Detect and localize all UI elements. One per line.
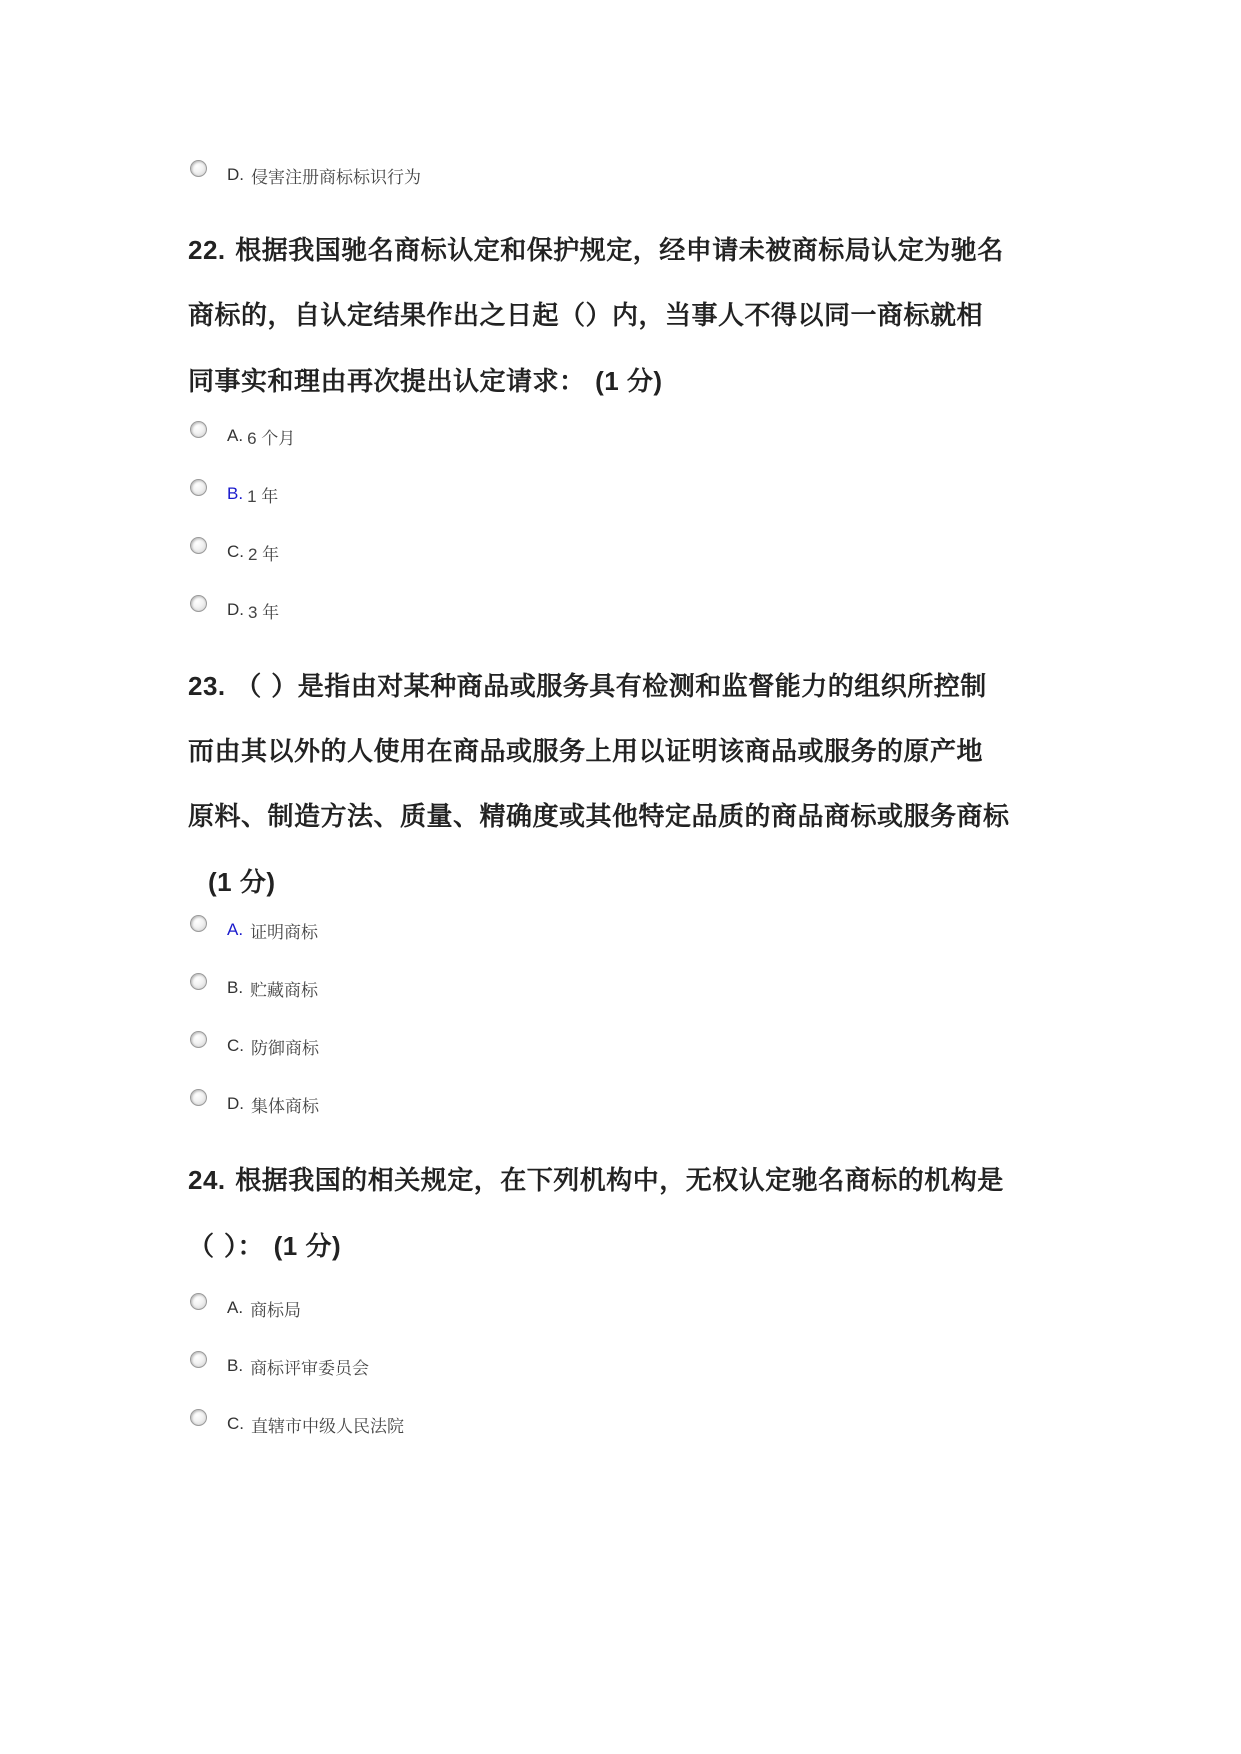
option-text: 商标评审委员会: [250, 1358, 370, 1379]
option-text: 集体商标: [251, 1096, 319, 1117]
question-line: 商标的，自认定结果作出之日起（）内，当事人不得以同一商标就相: [188, 301, 984, 331]
option-letter: C.: [227, 1036, 244, 1055]
radio-button[interactable]: [190, 1293, 207, 1310]
question-score: (1 分): [208, 867, 276, 897]
q24-stem: [188, 1148, 1088, 1280]
radio-button[interactable]: [190, 421, 207, 438]
q22-option-d[interactable]: [190, 595, 279, 625]
option-letter: B.: [227, 1356, 244, 1375]
radio-button[interactable]: [190, 973, 207, 990]
option-text: 2 年: [248, 544, 280, 564]
radio-button[interactable]: [190, 595, 207, 612]
option-text: 6 个月: [247, 428, 296, 448]
question-number: 22.: [188, 235, 226, 265]
option-text: 商标局: [250, 1300, 302, 1321]
q23-option-d[interactable]: [190, 1089, 319, 1119]
q24-option-c[interactable]: [190, 1409, 404, 1439]
question-line: [188, 1214, 1088, 1280]
option-text: 证明商标: [250, 922, 319, 943]
radio-button[interactable]: [190, 1089, 207, 1106]
option-letter: A.: [227, 1298, 244, 1317]
option-letter: B.: [227, 978, 244, 997]
radio-button[interactable]: [190, 479, 207, 496]
question-score: (1 分): [273, 1231, 342, 1261]
radio-button[interactable]: [190, 915, 207, 932]
radio-button[interactable]: [190, 1031, 207, 1048]
q23-option-a[interactable]: [190, 915, 318, 945]
question-text: 根据我国驰名商标认定和保护规定，经申请未被商标局认定为驰名: [235, 236, 1004, 266]
q21-option-d[interactable]: [190, 160, 421, 190]
option-letter: C.: [227, 542, 244, 561]
option-letter: D.: [227, 1094, 244, 1113]
option-text: 贮藏商标: [250, 980, 319, 1001]
radio-button[interactable]: [190, 1351, 207, 1368]
q23-stem: [188, 654, 1088, 915]
question-line: 而由其以外的人使用在商品或服务上用以证明该商品或服务的原产地: [188, 737, 984, 767]
option-letter: C.: [227, 1414, 244, 1433]
question-line: [188, 218, 1088, 284]
question-line: [188, 654, 1088, 720]
question-line: [188, 1148, 1088, 1214]
question-score: (1 分): [595, 366, 663, 396]
q23-option-b[interactable]: [190, 973, 318, 1003]
question-text: （ ）是指由对某种商品或服务具有检测和监督能力的组织所控制: [235, 672, 987, 702]
option-letter: D.: [227, 600, 244, 619]
option-text: 直辖市中级人民法院: [251, 1416, 404, 1437]
question-line: 原料、制造方法、质量、精确度或其他特定品质的商品商标或服务商标: [188, 802, 1010, 832]
radio-button[interactable]: [190, 1409, 207, 1426]
option-text: 3 年: [248, 602, 280, 622]
option-letter: A.: [227, 426, 244, 445]
q23-option-c[interactable]: [190, 1031, 319, 1061]
question-number: 24.: [188, 1165, 226, 1195]
q24-option-a[interactable]: [190, 1293, 301, 1323]
radio-button[interactable]: [190, 160, 207, 177]
q24-option-b[interactable]: [190, 1351, 369, 1381]
q22-stem: [188, 218, 1088, 415]
option-text: 侵害注册商标标识行为: [251, 167, 421, 188]
option-letter: B.: [227, 484, 244, 503]
radio-button[interactable]: [190, 537, 207, 554]
question-text: 同事实和理由再次提出认定请求：: [188, 367, 586, 397]
question-text: 根据我国的相关规定，在下列机构中，无权认定驰名商标的机构是: [235, 1166, 1004, 1196]
q22-option-c[interactable]: [190, 537, 279, 567]
option-letter: A.: [227, 920, 244, 939]
question-number: 23.: [188, 671, 226, 701]
question-line: [188, 349, 1088, 415]
option-letter: D.: [227, 165, 244, 184]
q22-option-b[interactable]: [190, 479, 278, 509]
option-text: 1 年: [247, 486, 279, 506]
question-text: （ ）：: [188, 1232, 265, 1262]
q22-option-a[interactable]: [190, 421, 295, 451]
option-text: 防御商标: [251, 1038, 319, 1059]
